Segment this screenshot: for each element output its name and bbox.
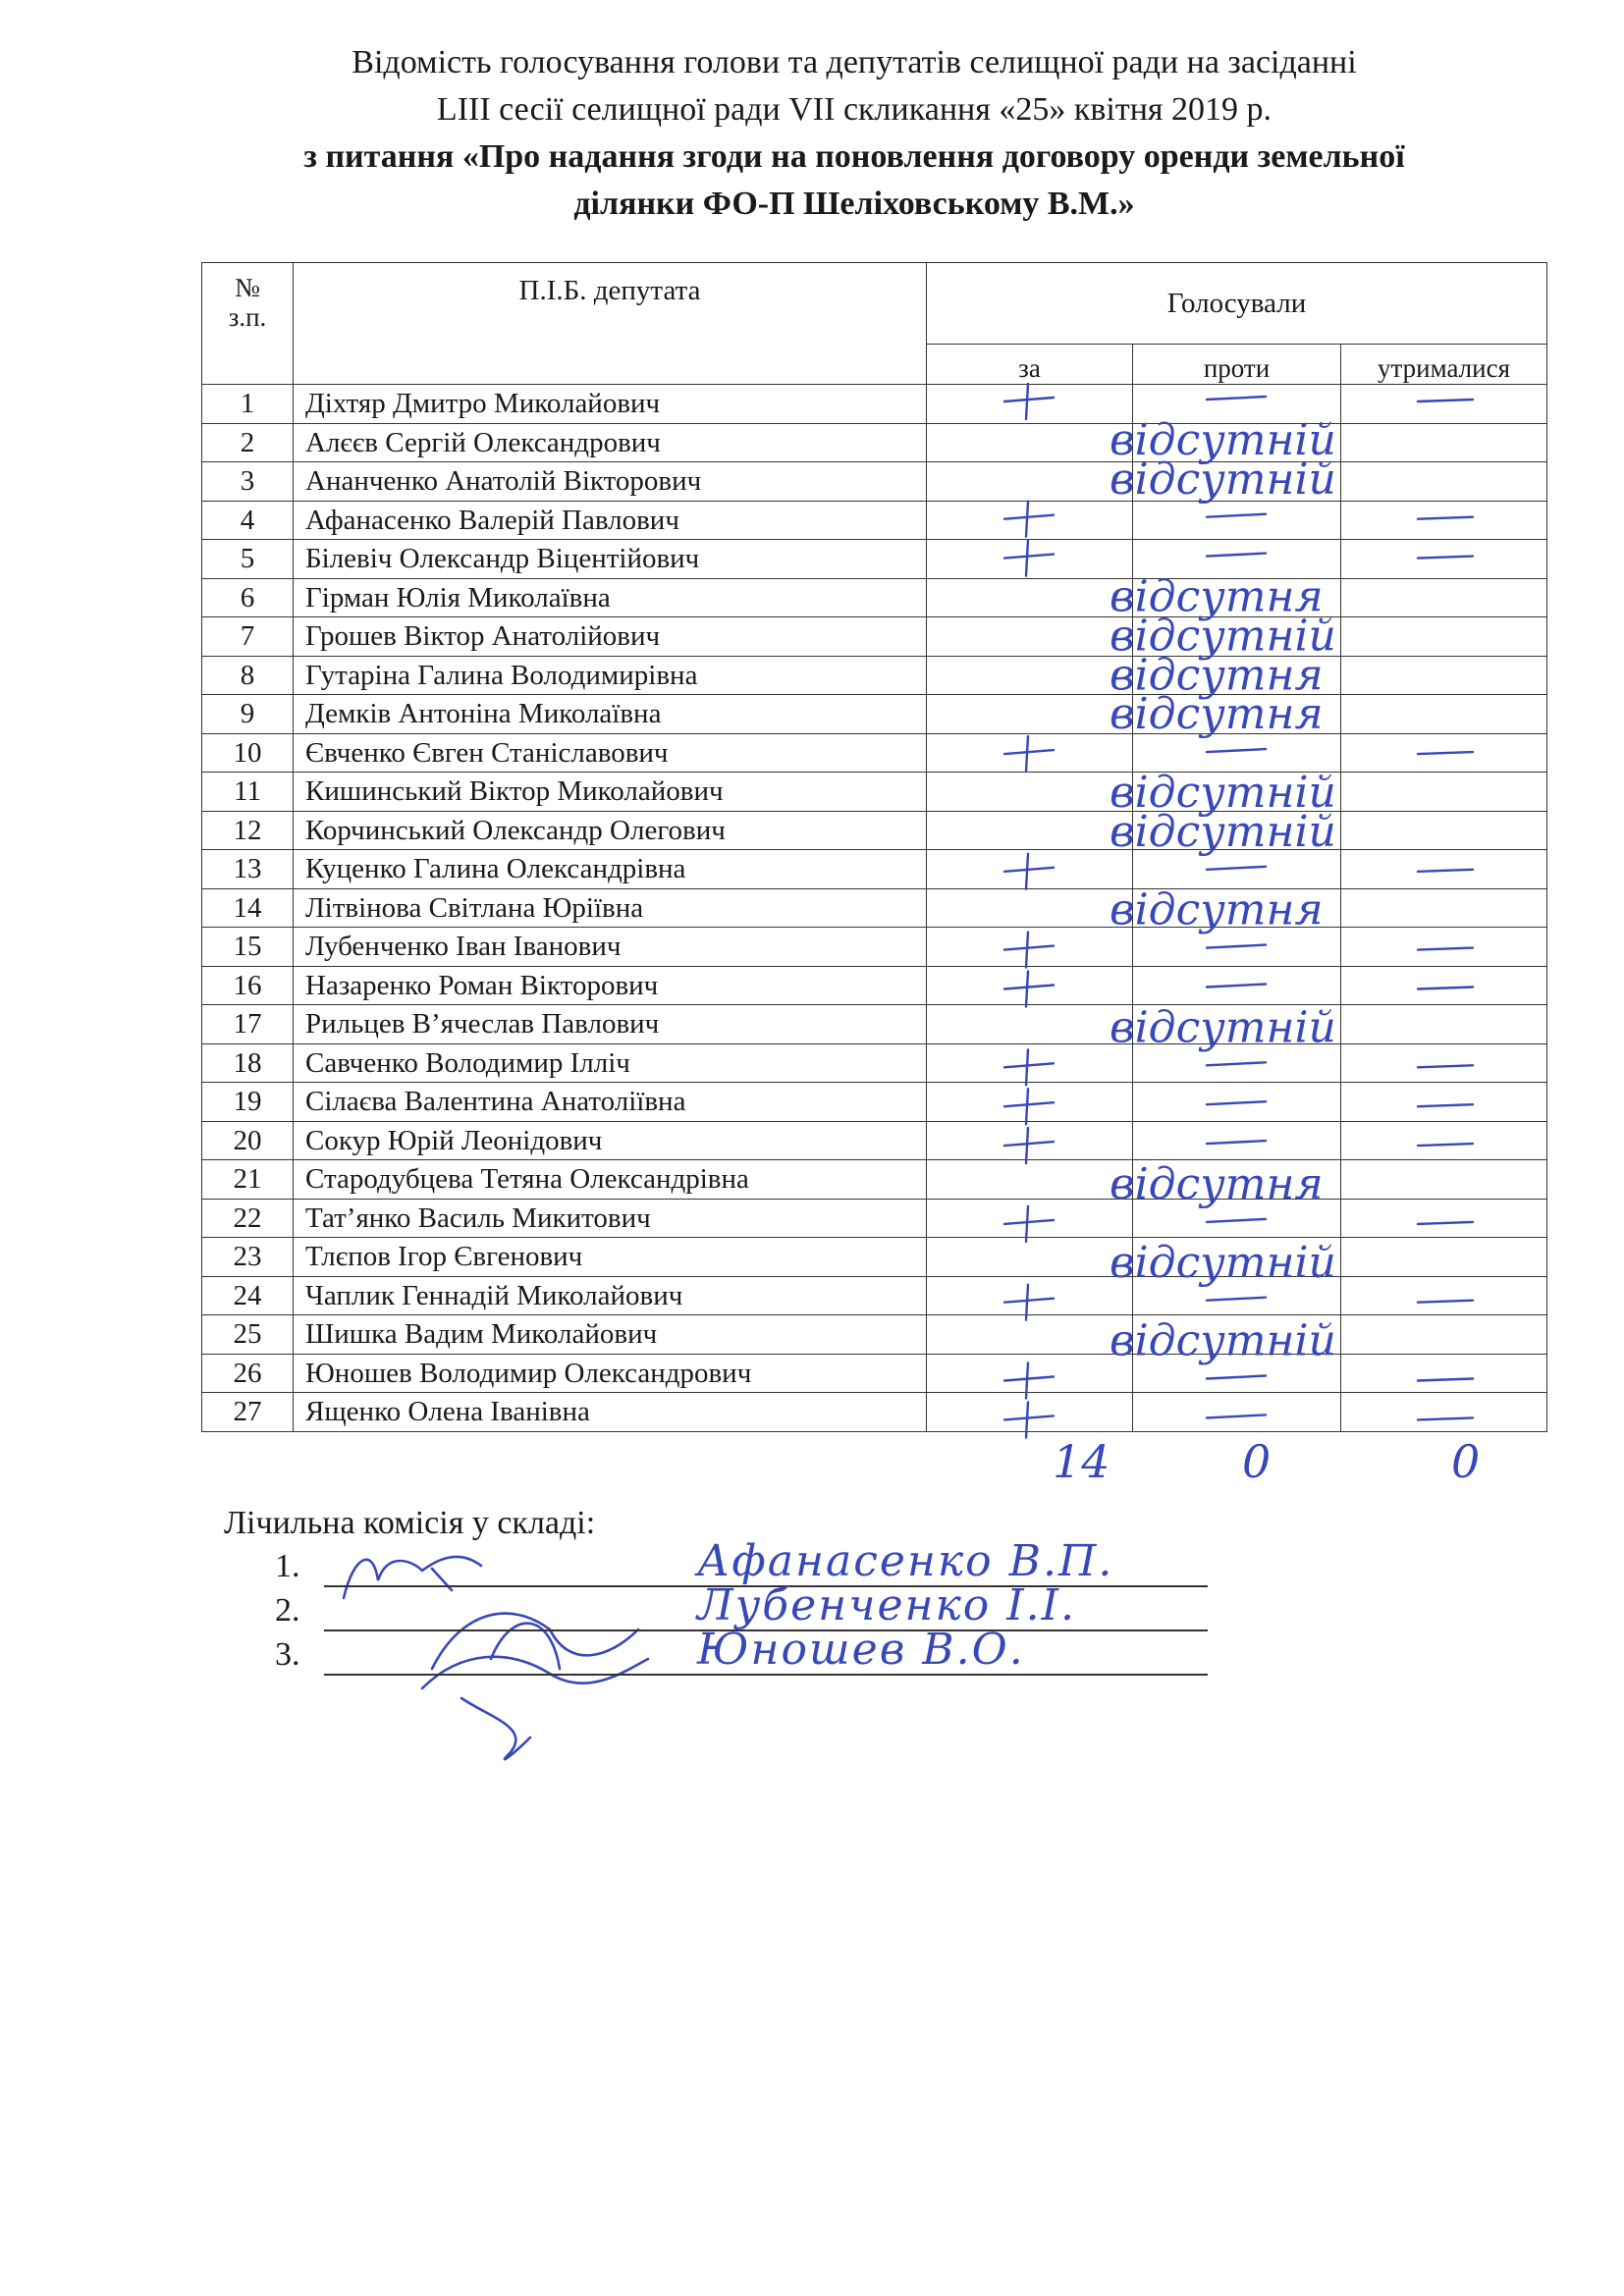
cell-for <box>927 1160 1133 1200</box>
table-row <box>202 501 1547 540</box>
row-number: 12 <box>202 811 294 850</box>
document-title <box>226 39 1483 228</box>
absence-note: відсутня <box>1110 650 1324 701</box>
row-number: 27 <box>202 1393 294 1432</box>
row-number: 23 <box>202 1238 294 1277</box>
cell-against <box>1133 888 1341 928</box>
row-number: 8 <box>202 656 294 695</box>
cell-against <box>1133 811 1341 850</box>
deputy-name: Тат’янко Василь Микитович <box>294 1199 927 1238</box>
table-row <box>202 1238 1547 1277</box>
table-row <box>202 1354 1547 1393</box>
header-against: проти <box>1133 345 1341 385</box>
cell-against <box>1133 1315 1341 1355</box>
row-number: 15 <box>202 928 294 967</box>
cell-against <box>1133 695 1341 734</box>
cell-against <box>1133 733 1341 773</box>
cell-against <box>1133 423 1341 462</box>
cell-against <box>1133 928 1341 967</box>
header-for: за <box>927 345 1133 385</box>
cell-against <box>1133 1238 1341 1277</box>
cell-for <box>927 966 1133 1005</box>
cell-for <box>927 1315 1133 1355</box>
deputy-name: Кишинський Віктор Миколайович <box>294 773 927 812</box>
row-number: 6 <box>202 578 294 617</box>
cell-abstain <box>1341 733 1547 773</box>
row-number: 3 <box>202 462 294 502</box>
cell-abstain <box>1341 1238 1547 1277</box>
cell-for <box>927 1043 1133 1083</box>
table-row <box>202 695 1547 734</box>
table-row <box>202 423 1547 462</box>
row-number: 26 <box>202 1354 294 1393</box>
table-row <box>202 385 1547 424</box>
deputy-name: Лубенченко Іван Іванович <box>294 928 927 967</box>
cell-abstain <box>1341 1083 1547 1122</box>
cell-against <box>1133 1083 1341 1122</box>
cell-abstain <box>1341 1160 1547 1200</box>
table-row <box>202 540 1547 579</box>
cell-against <box>1133 462 1341 502</box>
cell-abstain <box>1341 1043 1547 1083</box>
cell-abstain <box>1341 773 1547 812</box>
header-name: П.І.Б. депутата <box>294 263 927 385</box>
table-body <box>202 385 1547 1432</box>
deputy-name: Діхтяр Дмитро Миколайович <box>294 385 927 424</box>
header-number <box>202 263 294 385</box>
absence-note: відсутній <box>1110 1315 1336 1366</box>
commission-member-number: 3. <box>275 1636 300 1673</box>
cell-abstain <box>1341 695 1547 734</box>
cell-against <box>1133 1160 1341 1200</box>
cell-against <box>1133 656 1341 695</box>
table-row <box>202 733 1547 773</box>
cell-for <box>927 617 1133 657</box>
row-number: 1 <box>202 385 294 424</box>
commission-member-number: 1. <box>275 1548 300 1584</box>
signature-1-icon <box>344 1557 481 1598</box>
cell-abstain <box>1341 656 1547 695</box>
row-number: 10 <box>202 733 294 773</box>
cell-against <box>1133 1199 1341 1238</box>
row-number: 2 <box>202 423 294 462</box>
deputy-name: Савченко Володимир Ілліч <box>294 1043 927 1083</box>
cell-abstain <box>1341 385 1547 424</box>
cell-for <box>927 1238 1133 1277</box>
absence-note: відсутня <box>1110 884 1324 935</box>
cell-abstain <box>1341 1354 1547 1393</box>
table-row <box>202 888 1547 928</box>
absence-note: відсутній <box>1110 414 1336 465</box>
row-number: 19 <box>202 1083 294 1122</box>
table-row <box>202 578 1547 617</box>
deputy-name: Євченко Євген Станіславович <box>294 733 927 773</box>
absence-note: відсутній <box>1110 806 1336 857</box>
deputy-name: Літвінова Світлана Юріївна <box>294 888 927 928</box>
cell-against <box>1133 1043 1341 1083</box>
table-row <box>202 1199 1547 1238</box>
deputy-name: Корчинський Олександр Олегович <box>294 811 927 850</box>
cell-abstain <box>1341 928 1547 967</box>
cell-against <box>1133 540 1341 579</box>
deputy-name: Юношев Володимир Олександрович <box>294 1354 927 1393</box>
table-row <box>202 1315 1547 1355</box>
table-row <box>202 1160 1547 1200</box>
table-row <box>202 966 1547 1005</box>
deputy-name: Ананченко Анатолій Вікторович <box>294 462 927 502</box>
cell-against <box>1133 850 1341 889</box>
deputy-name: Гірман Юлія Миколаївна <box>294 578 927 617</box>
cell-abstain <box>1341 540 1547 579</box>
voting-table <box>201 262 1547 1432</box>
commission-member-name: Лубенченко І.І. <box>697 1580 1076 1630</box>
table-row <box>202 1393 1547 1432</box>
table-row <box>202 1121 1547 1160</box>
table-row <box>202 811 1547 850</box>
table-row <box>202 1005 1547 1044</box>
deputy-name: Сілаєва Валентина Анатоліївна <box>294 1083 927 1122</box>
cell-abstain <box>1341 888 1547 928</box>
cell-for <box>927 423 1133 462</box>
deputy-name: Білевіч Олександр Віцентійович <box>294 540 927 579</box>
deputy-name: Тлєпов Ігор Євгенович <box>294 1238 927 1277</box>
row-number: 5 <box>202 540 294 579</box>
title-line-1: Відомість голосування голови та депутатів селищної ради на засіданні <box>352 44 1357 80</box>
cell-abstain <box>1341 462 1547 502</box>
deputy-name: Чаплик Геннадій Миколайович <box>294 1276 927 1315</box>
cell-abstain <box>1341 1199 1547 1238</box>
table-row <box>202 928 1547 967</box>
cell-for <box>927 1005 1133 1044</box>
row-number: 4 <box>202 501 294 540</box>
cell-for <box>927 850 1133 889</box>
deputy-name: Назаренко Роман Вікторович <box>294 966 927 1005</box>
row-number: 24 <box>202 1276 294 1315</box>
cell-against <box>1133 1276 1341 1315</box>
row-number: 20 <box>202 1121 294 1160</box>
cell-abstain <box>1341 617 1547 657</box>
deputy-name: Шишка Вадим Миколайович <box>294 1315 927 1355</box>
total-abstain: 0 <box>1451 1435 1481 1488</box>
deputy-name: Гутаріна Галина Володимирівна <box>294 656 927 695</box>
absence-note: відсутній <box>1110 454 1336 505</box>
cell-abstain <box>1341 1276 1547 1315</box>
cell-for <box>927 1276 1133 1315</box>
cell-against <box>1133 385 1341 424</box>
row-number: 16 <box>202 966 294 1005</box>
total-for: 14 <box>1053 1435 1110 1488</box>
title-line-2: LIII сесії селищної ради VII скликання «25» квітня 2019 р. <box>436 91 1272 128</box>
cell-against <box>1133 578 1341 617</box>
table-row <box>202 656 1547 695</box>
absence-note: відсутній <box>1110 1002 1336 1053</box>
row-number: 21 <box>202 1160 294 1200</box>
deputy-name: Грошев Віктор Анатолійович <box>294 617 927 657</box>
cell-against <box>1133 617 1341 657</box>
cell-for <box>927 578 1133 617</box>
row-number: 11 <box>202 773 294 812</box>
cell-for <box>927 773 1133 812</box>
cell-against <box>1133 966 1341 1005</box>
absence-note: відсутній <box>1110 611 1336 662</box>
header-number-abbr: з.п. <box>228 302 267 332</box>
cell-for <box>927 733 1133 773</box>
cell-abstain <box>1341 501 1547 540</box>
cell-for <box>927 1121 1133 1160</box>
cell-against <box>1133 1121 1341 1160</box>
cell-for <box>927 385 1133 424</box>
table-row <box>202 462 1547 502</box>
table-row <box>202 773 1547 812</box>
deputy-name: Ященко Олена Іванівна <box>294 1393 927 1432</box>
row-number: 14 <box>202 888 294 928</box>
deputy-name: Стародубцева Тетяна Олександрівна <box>294 1160 927 1200</box>
cell-for <box>927 1354 1133 1393</box>
absence-note: відсутня <box>1110 689 1324 740</box>
cell-for <box>927 695 1133 734</box>
row-number: 9 <box>202 695 294 734</box>
cell-against <box>1133 1354 1341 1393</box>
absence-note: відсутній <box>1110 1237 1336 1288</box>
cell-against <box>1133 1393 1341 1432</box>
cell-for <box>927 928 1133 967</box>
total-against: 0 <box>1242 1435 1272 1488</box>
table-row <box>202 1043 1547 1083</box>
commission-member-number: 2. <box>275 1592 300 1629</box>
header-voted: Голосували <box>927 263 1547 345</box>
cell-abstain <box>1341 1393 1547 1432</box>
cell-abstain <box>1341 966 1547 1005</box>
cell-abstain <box>1341 850 1547 889</box>
cell-abstain <box>1341 423 1547 462</box>
signature-2-icon <box>432 1614 638 1669</box>
deputy-name: Рильцев В’ячеслав Павлович <box>294 1005 927 1044</box>
cell-abstain <box>1341 811 1547 850</box>
header-number-symbol: № <box>235 273 260 302</box>
deputy-name: Сокур Юрій Леонідович <box>294 1121 927 1160</box>
cell-against <box>1133 773 1341 812</box>
table-row <box>202 850 1547 889</box>
title-line-3: з питання «Про надання згоди на поновлення договору оренди земельної <box>303 138 1405 175</box>
cell-for <box>927 1083 1133 1122</box>
absence-note: відсутня <box>1110 571 1324 622</box>
row-number: 25 <box>202 1315 294 1355</box>
cell-for <box>927 540 1133 579</box>
cell-abstain <box>1341 1315 1547 1355</box>
cell-for <box>927 1393 1133 1432</box>
absence-note: відсутня <box>1110 1159 1324 1209</box>
signature-3-icon <box>422 1657 648 1759</box>
cell-for <box>927 1199 1133 1238</box>
title-line-4: ділянки ФО-П Шеліховському В.М.» <box>573 186 1135 222</box>
table-row <box>202 1276 1547 1315</box>
row-number: 17 <box>202 1005 294 1044</box>
cell-against <box>1133 1005 1341 1044</box>
row-number: 18 <box>202 1043 294 1083</box>
row-number: 13 <box>202 850 294 889</box>
cell-for <box>927 811 1133 850</box>
commission-label: Лічильна комісія у складі: <box>224 1505 596 1541</box>
commission-member-name: Афанасенко В.П. <box>697 1536 1114 1586</box>
cell-for <box>927 656 1133 695</box>
absence-note: відсутній <box>1110 768 1336 818</box>
cell-abstain <box>1341 1005 1547 1044</box>
deputy-name: Афанасенко Валерій Павлович <box>294 501 927 540</box>
deputy-name: Демків Антоніна Миколаївна <box>294 695 927 734</box>
cell-abstain <box>1341 578 1547 617</box>
table-row <box>202 1083 1547 1122</box>
cell-for <box>927 462 1133 502</box>
table-row <box>202 617 1547 657</box>
cell-for <box>927 501 1133 540</box>
cell-abstain <box>1341 1121 1547 1160</box>
commission-member-name: Юношев В.О. <box>697 1625 1025 1675</box>
deputy-name: Куценко Галина Олександрівна <box>294 850 927 889</box>
deputy-name: Алєєв Сергій Олександрович <box>294 423 927 462</box>
row-number: 22 <box>202 1199 294 1238</box>
header-abstain: утрималися <box>1341 345 1547 385</box>
cell-against <box>1133 501 1341 540</box>
cell-for <box>927 888 1133 928</box>
row-number: 7 <box>202 617 294 657</box>
